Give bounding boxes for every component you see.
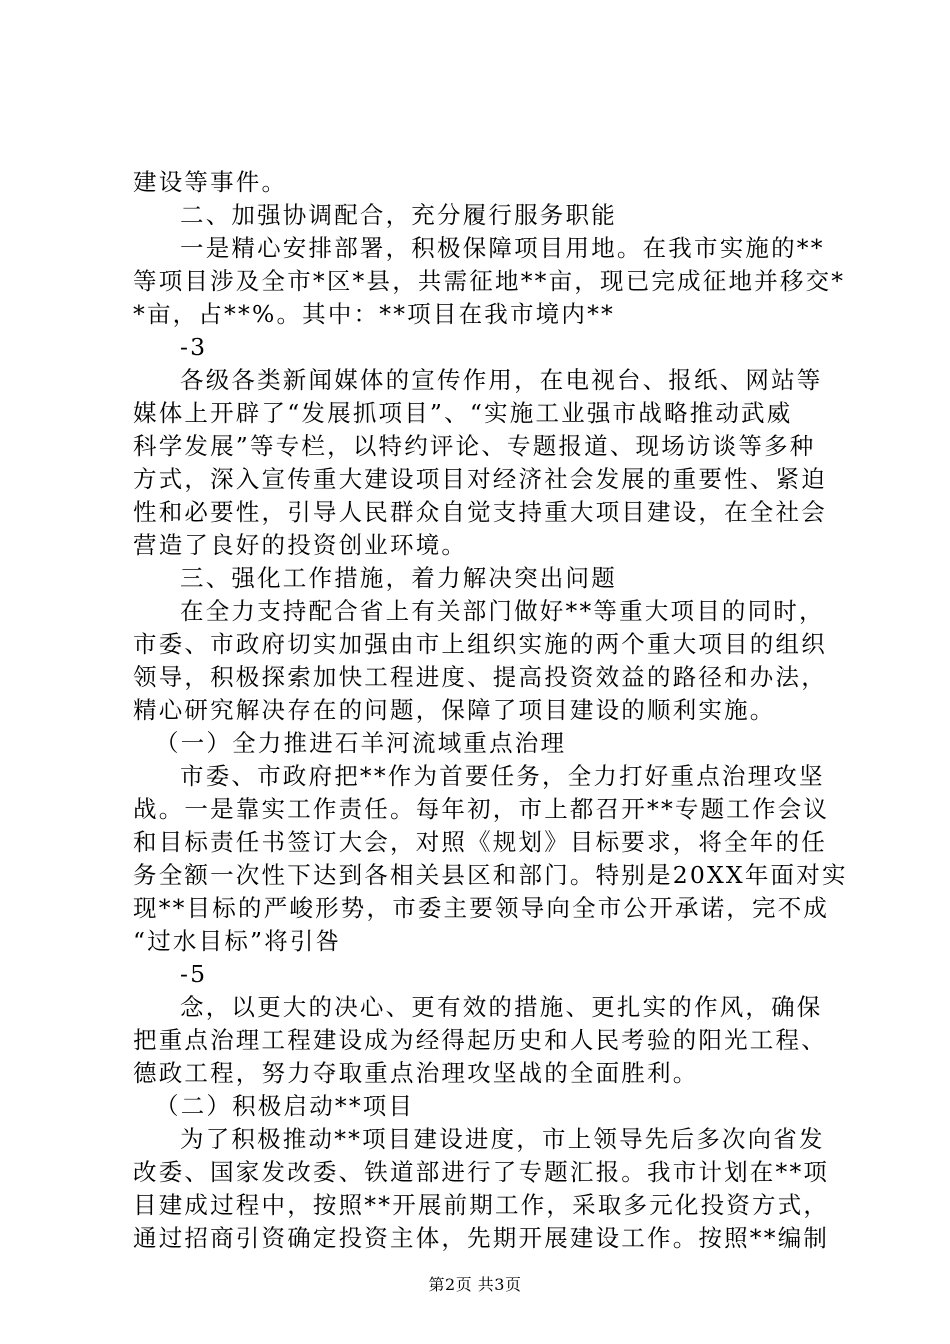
section-heading: 二、加强协调配合，充分履行服务职能	[180, 201, 617, 229]
text-line: 建设等事件。	[133, 168, 288, 196]
subsection-heading: （一）全力推进石羊河流域重点治理	[155, 729, 567, 757]
page-marker: -5	[180, 960, 208, 988]
text-line: 德政工程，努力夺取重点治理攻坚战的全面胜利。	[133, 1059, 699, 1087]
section-heading: 三、强化工作措施，着力解决突出问题	[180, 564, 617, 592]
text-line: 市委、市政府切实加强由市上组织实施的两个重大项目的组织	[133, 630, 827, 658]
text-line: 把重点治理工程建设成为经得起历史和人民考验的阳光工程、	[133, 1026, 827, 1054]
text-line: 市委、市政府把**作为首要任务，全力打好重点治理攻坚	[180, 762, 825, 790]
page-footer: 第2页 共3页	[428, 1275, 522, 1294]
text-line: 战。一是靠实工作责任。每年初，市上都召开**专题工作会议	[133, 795, 830, 823]
text-line: 营造了良好的投资创业环境。	[133, 531, 468, 559]
subsection-heading: （二）积极启动**项目	[155, 1092, 415, 1120]
text-line: 现**目标的严峻形势，市委主要领导向全市公开承诺，完不成	[133, 894, 830, 922]
text-line: 性和必要性，引导人民群众自觉支持重大项目建设，在全社会	[133, 498, 827, 526]
text-line: 在全力支持配合省上有关部门做好**等重大项目的同时，	[180, 597, 825, 625]
text-line: 务全额一次性下达到各相关县区和部门。特别是20XX年面对实	[133, 861, 848, 889]
text-line: 各级各类新闻媒体的宣传作用，在电视台、报纸、网站等	[180, 366, 823, 394]
text-line: *亩，占**%。其中：**项目在我市境内**	[133, 300, 615, 328]
text-line: 方式，深入宣传重大建设项目对经济社会发展的重要性、紧迫	[133, 465, 827, 493]
text-line: 等项目涉及全市*区*县，共需征地**亩，现已完成征地并移交*	[133, 267, 846, 295]
page-marker: -3	[180, 333, 208, 361]
text-line: 领导，积极探索加快工程进度、提高投资效益的路径和办法，	[133, 663, 827, 691]
text-line: 科学发展”等专栏，以特约评论、专题报道、现场访谈等多种	[133, 432, 816, 460]
text-line: 为了积极推动**项目建设进度，市上领导先后多次向省发	[180, 1125, 825, 1153]
text-line: “过水目标”将引咎	[133, 927, 342, 955]
text-line: 精心研究解决存在的问题，保障了项目建设的顺利实施。	[133, 696, 776, 724]
text-line: 通过招商引资确定投资主体，先期开展建设工作。按照**编制	[133, 1224, 830, 1252]
text-line: 目建成过程中，按照**开展前期工作，采取多元化投资方式，	[133, 1191, 830, 1219]
text-line: 和目标责任书签订大会，对照《规划》目标要求，将全年的任	[133, 828, 827, 856]
text-line: 念，以更大的决心、更有效的措施、更扎实的作风，确保	[180, 993, 823, 1021]
text-line: 一是精心安排部署，积极保障项目用地。在我市实施的**	[180, 234, 825, 262]
text-line: 媒体上开辟了“发展抓项目”、“实施工业强市战略推动武威	[133, 399, 793, 427]
text-line: 改委、国家发改委、铁道部进行了专题汇报。我市计划在**项	[133, 1158, 830, 1186]
